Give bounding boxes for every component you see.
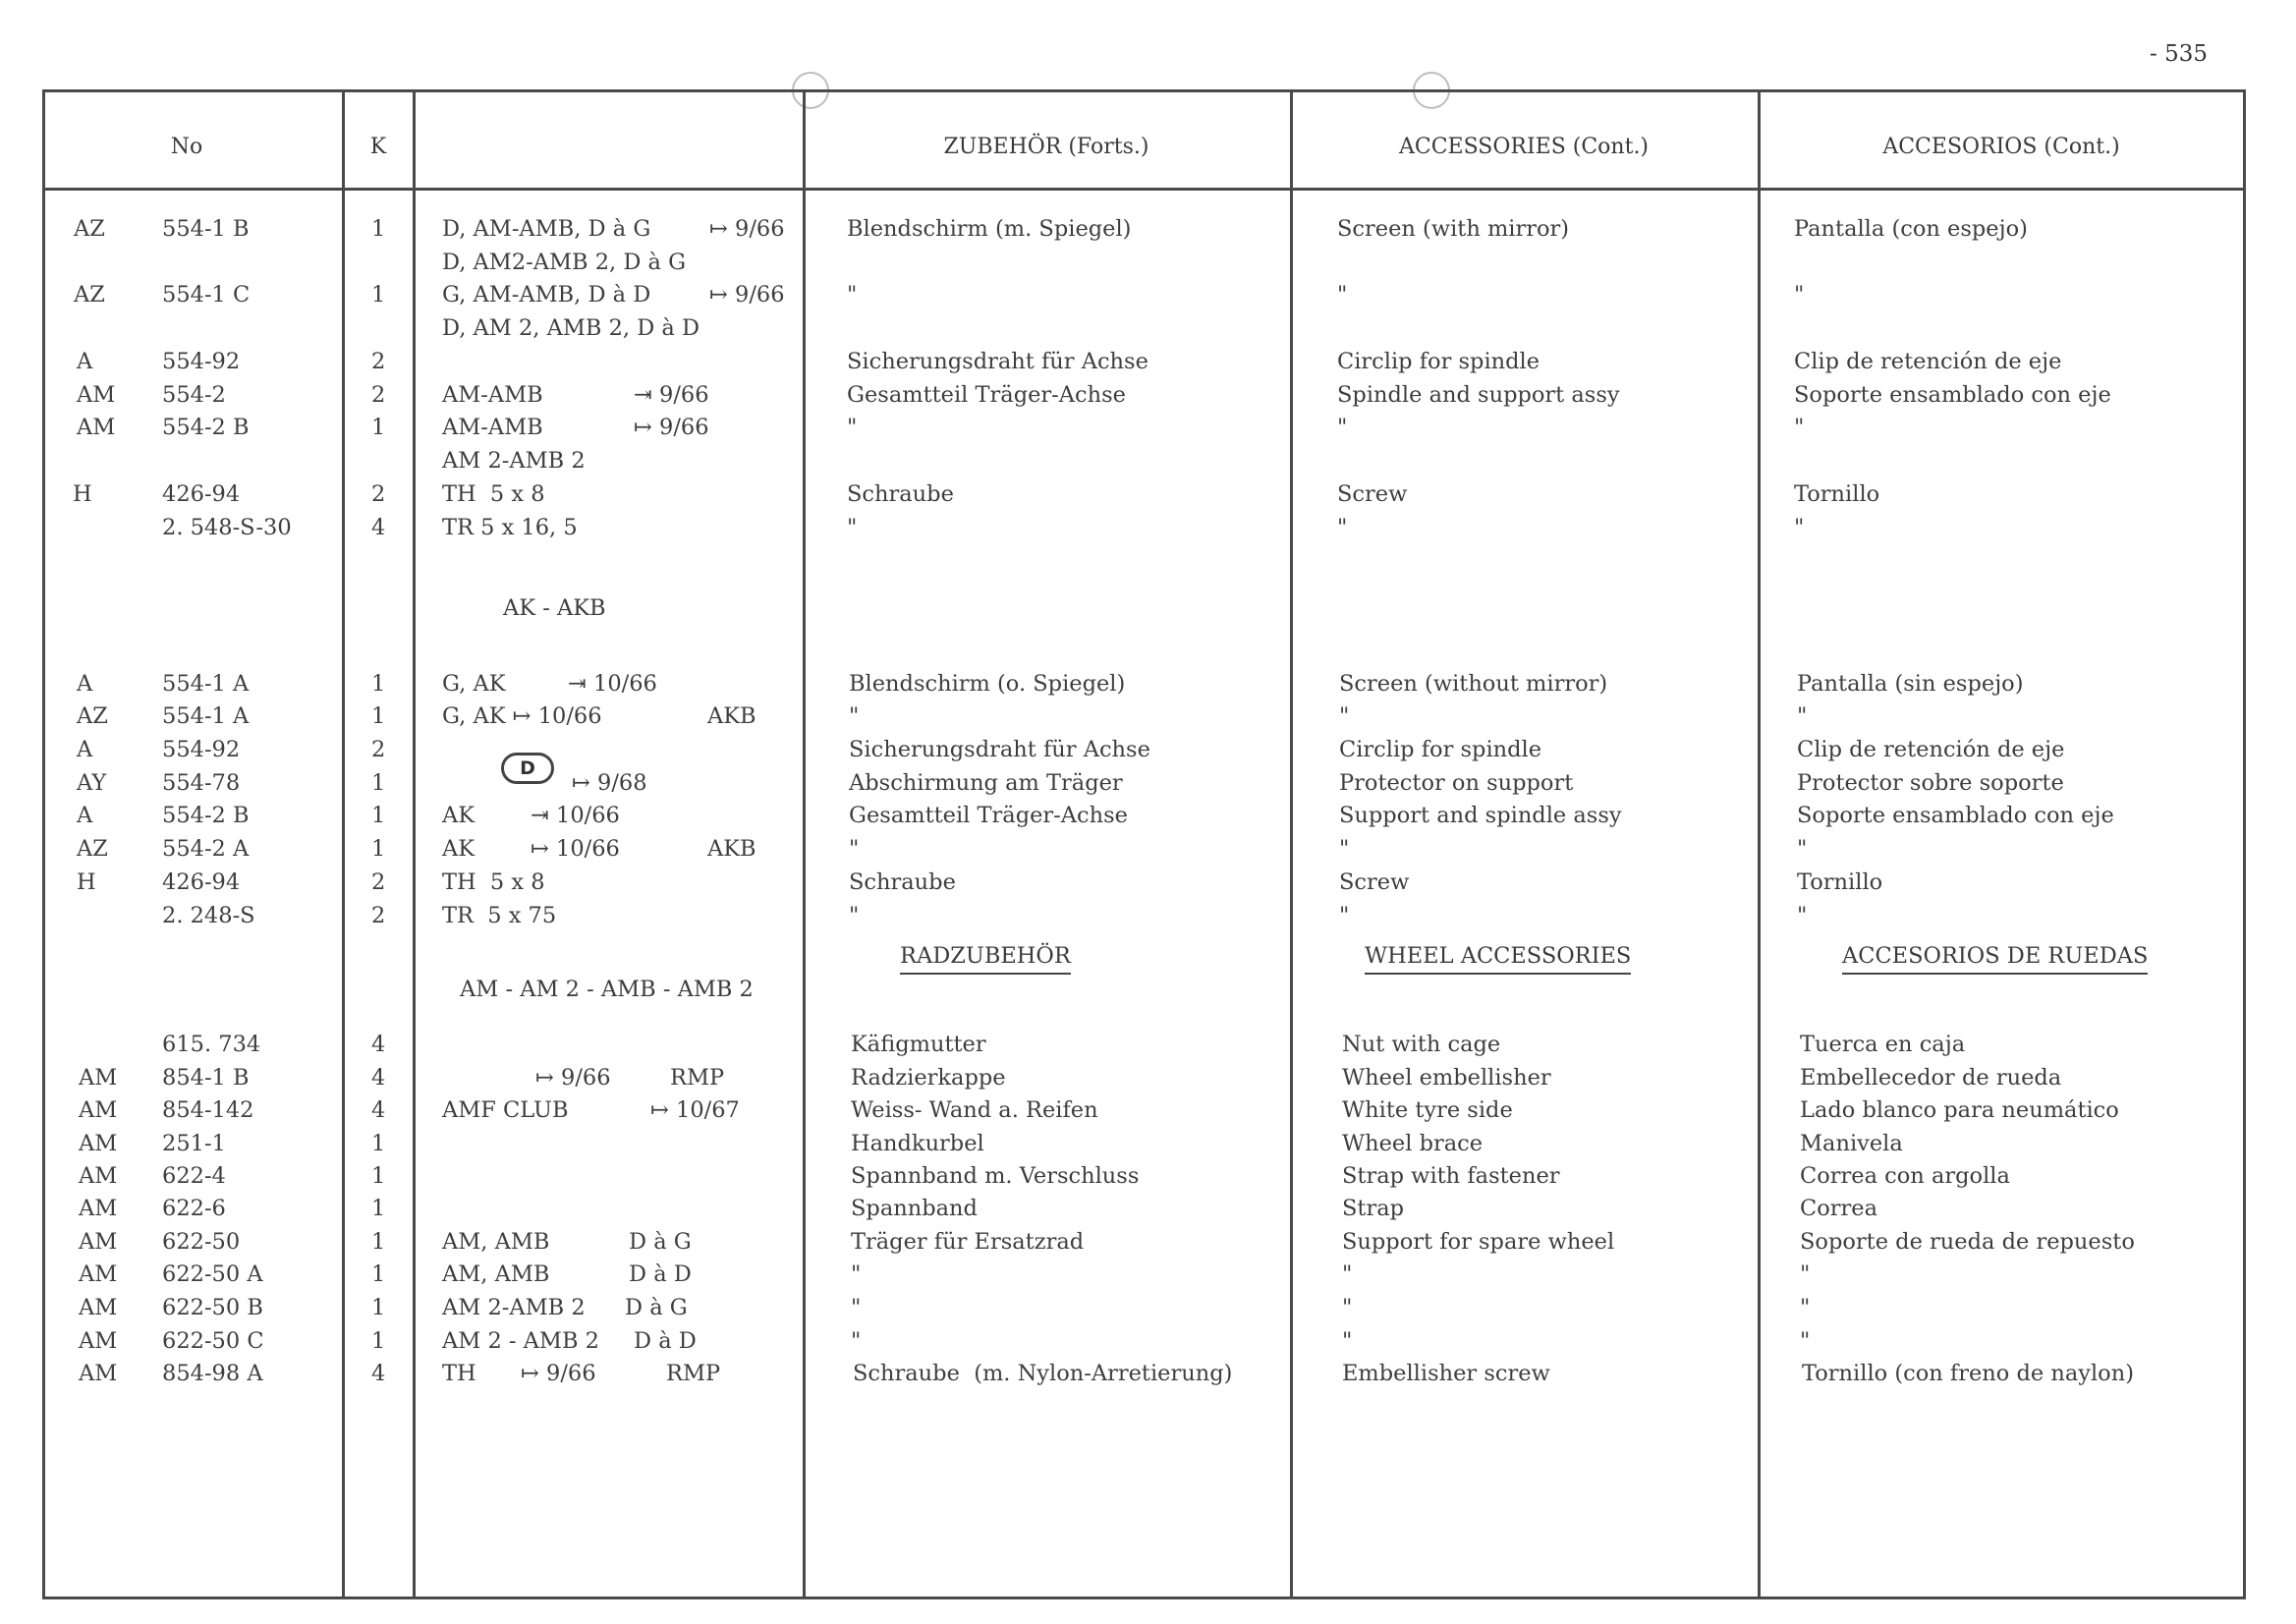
part-quantity: 1 [371,282,386,308]
description-spanish: Clip de retención de eje [1797,737,2065,762]
part-applicability: TH 5 x 8 [442,481,545,507]
part-number: 554-78 [162,770,241,796]
description-english: " [1342,1261,1353,1287]
description-spanish: Clip de retención de eje [1794,349,2062,374]
description-german: " [847,415,858,440]
part-applicability-date: ↦ 10/66 [531,836,620,862]
part-number: 622-50 C [162,1328,264,1354]
part-applicability-date: ↦ 9/66 [535,1065,611,1091]
part-number: 554-1 A [162,703,250,729]
section-label-ak-akb: AK - AKB [503,595,606,621]
part-applicability: G, AK [442,671,506,697]
description-spanish: Tuerca en caja [1800,1032,1966,1057]
description-german: Abschirmung am Träger [849,770,1123,796]
part-number: 854-142 [162,1097,254,1123]
column-divider [342,89,345,1599]
description-english: Strap with fastener [1342,1163,1560,1189]
part-prefix: A [77,671,93,697]
description-spanish: Soporte ensamblado con eje [1797,803,2114,828]
description-german: " [847,515,858,540]
description-spanish: Soporte ensamblado con eje [1794,382,2111,408]
part-prefix: H [73,481,92,507]
part-number: 554-2 A [162,836,250,862]
description-english: Screen (with mirror) [1337,216,1570,242]
description-german: " [849,903,860,928]
description-english: " [1342,1328,1353,1354]
oval-d-symbol: D [501,753,554,784]
description-english: " [1337,515,1348,540]
description-english: Wheel brace [1342,1131,1484,1156]
part-prefix: AM [79,1229,118,1255]
description-english: Circlip for spindle [1339,737,1542,762]
description-spanish: Lado blanco para neumático [1800,1097,2119,1123]
part-quantity: 1 [371,1328,386,1354]
description-spanish: " [1800,1295,1811,1320]
part-prefix: A [77,349,93,374]
description-spanish: Tornillo [1794,481,1880,507]
description-german: " [851,1261,862,1287]
part-number: 554-92 [162,737,241,762]
part-applicability-date: ↦ 10/67 [650,1097,740,1123]
part-applicability-date: D à G [629,1229,692,1255]
header-k: K [369,135,387,159]
part-quantity: 4 [371,1065,386,1091]
part-prefix: AM [77,415,116,440]
description-english: White tyre side [1342,1097,1513,1123]
part-prefix: AZ [77,836,108,862]
description-german: Blendschirm (o. Spiegel) [849,671,1126,697]
part-prefix: AZ [74,282,105,308]
part-applicability-date: ↦ 9/66 [521,1361,596,1386]
part-applicability-date: ↦ 9/66 [709,282,785,308]
description-german: Spannband m. Verschluss [851,1163,1140,1189]
description-german: Käfigmutter [851,1032,986,1057]
description-german: Sicherungsdraht für Achse [849,737,1150,762]
part-number: 554-2 [162,382,226,408]
part-applicability: AM-AMB [442,415,543,440]
part-quantity: 1 [371,836,386,862]
part-applicability-model: RMP [670,1065,725,1091]
description-spanish: " [1797,703,1808,729]
description-spanish: Protector sobre soporte [1797,770,2064,796]
part-number: 854-98 A [162,1361,263,1386]
page-number: - 535 [2150,41,2208,67]
part-quantity: 2 [371,737,386,762]
part-prefix: AM [77,382,116,408]
part-quantity: 4 [371,1097,386,1123]
part-applicability-date: ⇥ 10/66 [531,803,620,828]
description-german: " [849,703,860,729]
part-applicability: AMF CLUB [442,1097,569,1123]
description-german: " [851,1295,862,1320]
description-english: Circlip for spindle [1337,349,1540,374]
description-german: Gesamtteil Träger-Achse [849,803,1128,828]
description-german: Schraube [847,481,954,507]
description-english: Spindle and support assy [1337,382,1620,408]
part-quantity: 1 [371,703,386,729]
part-applicability: D, AM 2, AMB 2, D à D [442,315,700,341]
header-no: No [170,135,203,159]
part-prefix: AM [79,1065,118,1091]
part-prefix: AM [79,1196,118,1221]
subheading-accesorios-ruedas: ACCESORIOS DE RUEDAS [1842,945,2148,975]
part-quantity: 2 [371,903,386,928]
part-number: 2. 548-S-30 [162,515,292,540]
part-number: 615. 734 [162,1032,261,1057]
part-quantity: 4 [371,1361,386,1386]
part-quantity: 2 [371,481,386,507]
section-label-am-amb: AM - AM 2 - AMB - AMB 2 [460,977,754,1002]
part-applicability: AM, AMB [442,1261,550,1287]
description-spanish: " [1800,1328,1811,1354]
description-english: Wheel embellisher [1342,1065,1551,1091]
description-german: Sicherungsdraht für Achse [847,349,1148,374]
description-german: Gesamtteil Träger-Achse [847,382,1126,408]
part-number: 554-2 B [162,415,250,440]
description-english: Embellisher screw [1342,1361,1550,1386]
part-prefix: AM [79,1295,118,1320]
description-spanish: Tornillo [1797,869,1883,895]
description-spanish: " [1794,282,1805,308]
column-divider [1758,89,1761,1599]
description-english: " [1339,903,1350,928]
description-spanish: Correa [1800,1196,1878,1221]
part-prefix: AZ [77,703,108,729]
part-quantity: 1 [371,415,386,440]
part-applicability-date: D à G [625,1295,688,1320]
part-applicability-model: RMP [666,1361,721,1386]
part-prefix: AM [79,1097,118,1123]
part-number: 622-6 [162,1196,226,1221]
description-english: Strap [1342,1196,1405,1221]
description-german: Träger für Ersatzrad [851,1229,1085,1255]
column-divider [803,89,806,1599]
part-applicability: AM 2-AMB 2 [442,1295,586,1320]
part-applicability: TH [442,1361,476,1386]
part-prefix: A [77,737,93,762]
description-german: Schraube [849,869,956,895]
part-quantity: 2 [371,382,386,408]
part-number: 426-94 [162,869,241,895]
description-spanish: " [1797,836,1808,862]
part-applicability: AK [442,836,476,862]
part-number: 554-92 [162,349,241,374]
part-number: 622-50 B [162,1295,263,1320]
part-quantity: 1 [371,1295,386,1320]
part-applicability: D, AM-AMB, D à G [442,216,651,242]
part-prefix: AZ [74,216,105,242]
part-applicability: AM, AMB [442,1229,550,1255]
part-quantity: 1 [371,1131,386,1156]
part-quantity: 1 [371,803,386,828]
description-spanish: " [1797,903,1808,928]
part-applicability-date: ↦ 9/66 [709,216,785,242]
part-prefix: AM [79,1261,118,1287]
part-number: 251-1 [162,1131,226,1156]
description-german: " [847,282,858,308]
description-english: Screen (without mirror) [1339,671,1608,697]
description-english: " [1337,282,1348,308]
header-divider [42,188,2246,191]
part-quantity: 1 [371,216,386,242]
description-spanish: Manivela [1800,1131,1903,1156]
part-applicability: G, AM-AMB, D à D [442,282,651,308]
description-english: Screw [1339,869,1410,895]
description-german: Radzierkappe [851,1065,1006,1091]
part-quantity: 2 [371,869,386,895]
part-quantity: 1 [371,770,386,796]
part-applicability: AK [442,803,476,828]
part-applicability: AM-AMB [442,382,543,408]
part-prefix: AY [77,770,107,796]
description-english: " [1337,415,1348,440]
part-applicability: G, AK ↦ 10/66 [442,703,602,729]
part-number: 854-1 B [162,1065,250,1091]
part-quantity: 4 [371,515,386,540]
description-spanish: Embellecedor de rueda [1800,1065,2062,1091]
part-applicability: AM 2 - AMB 2 [442,1328,599,1354]
part-quantity: 4 [371,1032,386,1057]
column-divider [413,89,416,1599]
part-applicability-date: ↦ 9/68 [572,770,647,796]
part-quantity: 1 [371,671,386,697]
description-german: Schraube (m. Nylon-Arretierung) [853,1361,1233,1386]
subheading-wheel-accessories: WHEEL ACCESSORIES [1365,945,1631,975]
part-number: 554-1 B [162,216,250,242]
description-english: Support and spindle assy [1339,803,1622,828]
header-german: ZUBEHÖR (Forts.) [943,135,1149,159]
part-quantity: 1 [371,1261,386,1287]
part-applicability-date: ↦ 9/66 [634,415,709,440]
part-quantity: 2 [371,349,386,374]
part-applicability: TR 5 x 75 [442,903,557,928]
part-number: 554-1 A [162,671,250,697]
description-german: Spannband [851,1196,978,1221]
description-german: Blendschirm (m. Spiegel) [847,216,1132,242]
part-number: 622-4 [162,1163,226,1189]
part-prefix: AM [79,1163,118,1189]
part-prefix: AM [79,1328,118,1354]
part-quantity: 1 [371,1229,386,1255]
part-prefix: AM [79,1131,118,1156]
part-prefix: A [77,803,93,828]
description-german: " [851,1328,862,1354]
description-spanish: " [1794,415,1805,440]
column-divider [1290,89,1293,1599]
description-german: " [849,836,860,862]
description-spanish: " [1794,515,1805,540]
description-spanish: Soporte de rueda de repuesto [1800,1229,2135,1255]
description-spanish: Pantalla (con espejo) [1794,216,2028,242]
part-applicability: TH 5 x 8 [442,869,545,895]
header-spanish: ACCESORIOS (Cont.) [1882,135,2120,159]
part-applicability-date: ⇥ 10/66 [568,671,657,697]
part-quantity: 1 [371,1196,386,1221]
part-number: 554-1 C [162,282,251,308]
part-number: 554-2 B [162,803,250,828]
description-english: " [1339,836,1350,862]
part-applicability: TR 5 x 16, 5 [442,515,578,540]
description-english: Support for spare wheel [1342,1229,1615,1255]
header-english: ACCESSORIES (Cont.) [1398,135,1650,159]
description-english: Screw [1337,481,1408,507]
description-spanish: Pantalla (sin espejo) [1797,671,2024,697]
part-applicability-date: D à D [634,1328,697,1354]
part-prefix: AM [79,1361,118,1386]
part-prefix: H [77,869,96,895]
part-number: 426-94 [162,481,241,507]
part-applicability: AM 2-AMB 2 [442,448,586,474]
part-number: 2. 248-S [162,903,255,928]
part-applicability: D, AM2-AMB 2, D à G [442,250,687,275]
description-english: Nut with cage [1342,1032,1501,1057]
part-quantity: 1 [371,1163,386,1189]
description-english: " [1339,703,1350,729]
part-applicability-model: AKB [707,836,756,862]
part-applicability-date: ⇥ 9/66 [634,382,709,408]
part-number: 622-50 A [162,1261,263,1287]
description-english: " [1342,1295,1353,1320]
description-german: Handkurbel [851,1131,984,1156]
description-spanish: Correa con argolla [1800,1163,2010,1189]
description-english: Protector on support [1339,770,1574,796]
description-spanish: Tornillo (con freno de naylon) [1802,1361,2134,1386]
part-number: 622-50 [162,1229,241,1255]
description-spanish: " [1800,1261,1811,1287]
description-german: Weiss- Wand a. Reifen [851,1097,1098,1123]
subheading-radzubehor: RADZUBEHÖR [900,945,1071,975]
part-applicability-date: D à D [629,1261,692,1287]
part-applicability-date: AKB [707,703,756,729]
